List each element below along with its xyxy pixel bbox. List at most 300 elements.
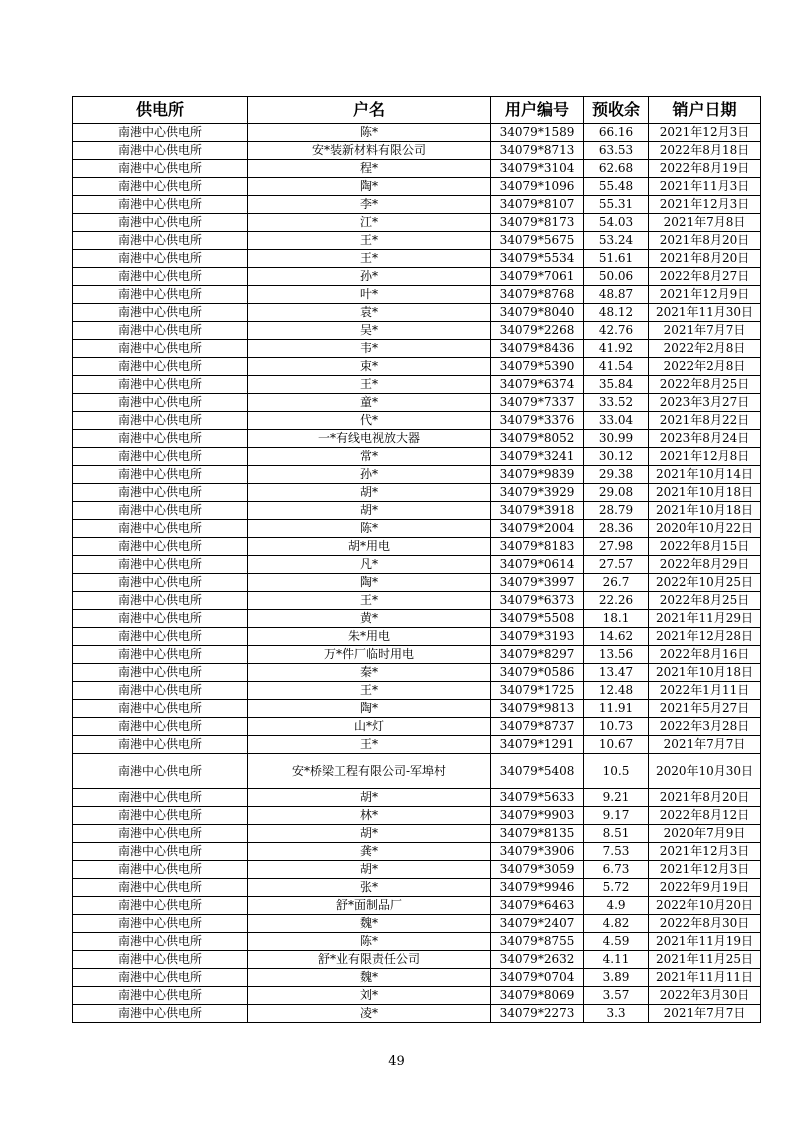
account-name-cell: 秦* — [248, 664, 491, 682]
power-station-cell: 南港中心供电所 — [73, 376, 248, 394]
closure-date-cell: 2021年7月7日 — [649, 1005, 761, 1023]
power-station-cell: 南港中心供电所 — [73, 160, 248, 178]
user-number-cell: 34079*2407 — [491, 915, 584, 933]
account-name-cell: 孙* — [248, 268, 491, 286]
closure-date-cell: 2020年7月9日 — [649, 825, 761, 843]
closure-date-cell: 2021年7月8日 — [649, 214, 761, 232]
prepaid-balance-cell: 41.54 — [584, 358, 649, 376]
table-row — [73, 754, 761, 789]
table-row — [73, 142, 761, 160]
user-number-cell: 34079*1096 — [491, 178, 584, 196]
closure-date-cell: 2022年2月8日 — [649, 358, 761, 376]
table-row — [73, 502, 761, 520]
header-closure-date: 销户日期 — [649, 97, 761, 124]
user-number-cell: 34079*1725 — [491, 682, 584, 700]
prepaid-balance-cell: 7.53 — [584, 843, 649, 861]
power-station-cell: 南港中心供电所 — [73, 394, 248, 412]
account-name-cell: 陈* — [248, 124, 491, 142]
table-row — [73, 358, 761, 376]
closure-date-cell: 2022年8月19日 — [649, 160, 761, 178]
account-name-cell: 凌* — [248, 1005, 491, 1023]
prepaid-balance-cell: 28.36 — [584, 520, 649, 538]
table-row — [73, 322, 761, 340]
prepaid-balance-cell: 48.87 — [584, 286, 649, 304]
power-station-cell: 南港中心供电所 — [73, 933, 248, 951]
prepaid-balance-cell: 3.57 — [584, 987, 649, 1005]
user-number-cell: 34079*9813 — [491, 700, 584, 718]
account-name-cell: 魏* — [248, 969, 491, 987]
prepaid-balance-cell: 26.7 — [584, 574, 649, 592]
closure-date-cell: 2021年10月18日 — [649, 502, 761, 520]
table-row — [73, 700, 761, 718]
account-name-cell: 陶* — [248, 178, 491, 196]
closure-date-cell: 2022年3月30日 — [649, 987, 761, 1005]
user-number-cell: 34079*5675 — [491, 232, 584, 250]
account-name-cell: 胡* — [248, 789, 491, 807]
account-name-cell: 王* — [248, 250, 491, 268]
power-station-cell: 南港中心供电所 — [73, 807, 248, 825]
closure-date-cell: 2020年10月30日 — [649, 754, 761, 789]
account-name-cell: 袁* — [248, 304, 491, 322]
prepaid-balance-cell: 29.08 — [584, 484, 649, 502]
table-row — [73, 933, 761, 951]
user-number-cell: 34079*1589 — [491, 124, 584, 142]
prepaid-balance-cell: 4.59 — [584, 933, 649, 951]
table-row — [73, 484, 761, 502]
power-station-cell: 南港中心供电所 — [73, 124, 248, 142]
power-station-cell: 南港中心供电所 — [73, 610, 248, 628]
user-number-cell: 34079*9946 — [491, 879, 584, 897]
prepaid-balance-cell: 55.48 — [584, 178, 649, 196]
closure-date-cell: 2021年12月8日 — [649, 448, 761, 466]
table-row — [73, 196, 761, 214]
user-number-cell: 34079*9839 — [491, 466, 584, 484]
power-station-cell: 南港中心供电所 — [73, 843, 248, 861]
closure-date-cell: 2021年11月29日 — [649, 610, 761, 628]
table-row — [73, 394, 761, 412]
table-body — [73, 124, 761, 1023]
power-station-cell: 南港中心供电所 — [73, 412, 248, 430]
account-name-cell: 安*桥梁工程有限公司-军埠村 — [248, 754, 491, 789]
user-number-cell: 34079*8737 — [491, 718, 584, 736]
table-row — [73, 736, 761, 754]
account-name-cell: 万*件厂临时用电 — [248, 646, 491, 664]
user-number-cell: 34079*0704 — [491, 969, 584, 987]
power-station-cell: 南港中心供电所 — [73, 825, 248, 843]
power-station-cell: 南港中心供电所 — [73, 538, 248, 556]
closure-date-cell: 2022年1月11日 — [649, 682, 761, 700]
prepaid-balance-cell: 4.82 — [584, 915, 649, 933]
table-row — [73, 861, 761, 879]
account-name-cell: 叶* — [248, 286, 491, 304]
closure-date-cell: 2022年8月15日 — [649, 538, 761, 556]
user-number-cell: 34079*5408 — [491, 754, 584, 789]
account-name-cell: 山*灯 — [248, 718, 491, 736]
power-station-cell: 南港中心供电所 — [73, 250, 248, 268]
prepaid-balance-cell: 13.56 — [584, 646, 649, 664]
closure-date-cell: 2021年11月30日 — [649, 304, 761, 322]
closure-date-cell: 2021年8月20日 — [649, 250, 761, 268]
account-name-cell: 韦* — [248, 340, 491, 358]
prepaid-balance-cell: 33.04 — [584, 412, 649, 430]
table-row — [73, 664, 761, 682]
power-station-cell: 南港中心供电所 — [73, 520, 248, 538]
closure-date-cell: 2022年9月19日 — [649, 879, 761, 897]
closure-date-cell: 2021年12月3日 — [649, 124, 761, 142]
user-number-cell: 34079*5633 — [491, 789, 584, 807]
user-number-cell: 34079*8052 — [491, 430, 584, 448]
table-header-row — [73, 97, 761, 124]
account-name-cell: 安*装新材料有限公司 — [248, 142, 491, 160]
table-row — [73, 915, 761, 933]
account-name-cell: 代* — [248, 412, 491, 430]
prepaid-balance-cell: 27.57 — [584, 556, 649, 574]
closure-date-cell: 2021年11月25日 — [649, 951, 761, 969]
user-number-cell: 34079*3997 — [491, 574, 584, 592]
account-name-cell: 魏* — [248, 915, 491, 933]
prepaid-balance-cell: 4.11 — [584, 951, 649, 969]
table-row — [73, 214, 761, 232]
power-station-cell: 南港中心供电所 — [73, 304, 248, 322]
prepaid-balance-cell: 12.48 — [584, 682, 649, 700]
account-name-cell: 童* — [248, 394, 491, 412]
account-name-cell: 束* — [248, 358, 491, 376]
table-row — [73, 376, 761, 394]
power-station-cell: 南港中心供电所 — [73, 969, 248, 987]
table-row — [73, 430, 761, 448]
user-number-cell: 34079*8436 — [491, 340, 584, 358]
power-station-cell: 南港中心供电所 — [73, 178, 248, 196]
user-number-cell: 34079*8768 — [491, 286, 584, 304]
power-station-cell: 南港中心供电所 — [73, 897, 248, 915]
table-row — [73, 987, 761, 1005]
power-station-cell: 南港中心供电所 — [73, 664, 248, 682]
table-row — [73, 286, 761, 304]
closure-date-cell: 2022年8月25日 — [649, 376, 761, 394]
prepaid-balance-cell: 50.06 — [584, 268, 649, 286]
table-row — [73, 268, 761, 286]
table-row — [73, 897, 761, 915]
closure-date-cell: 2021年12月9日 — [649, 286, 761, 304]
closure-date-cell: 2021年8月20日 — [649, 789, 761, 807]
prepaid-balance-cell: 30.12 — [584, 448, 649, 466]
account-name-cell: 王* — [248, 592, 491, 610]
account-name-cell: 龚* — [248, 843, 491, 861]
account-name-cell: 陶* — [248, 574, 491, 592]
user-number-cell: 34079*6373 — [491, 592, 584, 610]
power-station-cell: 南港中心供电所 — [73, 232, 248, 250]
page-number: 49 — [388, 1054, 405, 1069]
header-prepaid-balance: 预收余 — [584, 97, 649, 124]
prepaid-balance-cell: 10.5 — [584, 754, 649, 789]
prepaid-balance-cell: 66.16 — [584, 124, 649, 142]
prepaid-balance-cell: 55.31 — [584, 196, 649, 214]
account-closure-table — [72, 96, 761, 1023]
prepaid-balance-cell: 6.73 — [584, 861, 649, 879]
closure-date-cell: 2021年10月14日 — [649, 466, 761, 484]
closure-date-cell: 2022年8月12日 — [649, 807, 761, 825]
power-station-cell: 南港中心供电所 — [73, 286, 248, 304]
table-row — [73, 682, 761, 700]
power-station-cell: 南港中心供电所 — [73, 951, 248, 969]
power-station-cell: 南港中心供电所 — [73, 915, 248, 933]
account-name-cell: 舒*业有限责任公司 — [248, 951, 491, 969]
closure-date-cell: 2021年8月20日 — [649, 232, 761, 250]
power-station-cell: 南港中心供电所 — [73, 646, 248, 664]
account-name-cell: 胡*用电 — [248, 538, 491, 556]
table-row — [73, 807, 761, 825]
prepaid-balance-cell: 41.92 — [584, 340, 649, 358]
power-station-cell: 南港中心供电所 — [73, 268, 248, 286]
prepaid-balance-cell: 29.38 — [584, 466, 649, 484]
user-number-cell: 34079*3918 — [491, 502, 584, 520]
account-name-cell: 胡* — [248, 484, 491, 502]
power-station-cell: 南港中心供电所 — [73, 322, 248, 340]
closure-date-cell: 2022年10月20日 — [649, 897, 761, 915]
table-row — [73, 825, 761, 843]
closure-date-cell: 2021年12月3日 — [649, 861, 761, 879]
table-row — [73, 304, 761, 322]
account-name-cell: 王* — [248, 736, 491, 754]
table-row — [73, 124, 761, 142]
closure-date-cell: 2023年3月27日 — [649, 394, 761, 412]
user-number-cell: 34079*8297 — [491, 646, 584, 664]
power-station-cell: 南港中心供电所 — [73, 196, 248, 214]
user-number-cell: 34079*8107 — [491, 196, 584, 214]
user-number-cell: 34079*2632 — [491, 951, 584, 969]
closure-date-cell: 2021年12月3日 — [649, 196, 761, 214]
prepaid-balance-cell: 27.98 — [584, 538, 649, 556]
closure-date-cell: 2021年7月7日 — [649, 736, 761, 754]
header-account-name: 户名 — [248, 97, 491, 124]
table-row — [73, 843, 761, 861]
user-number-cell: 34079*5534 — [491, 250, 584, 268]
user-number-cell: 34079*7337 — [491, 394, 584, 412]
closure-date-cell: 2021年11月11日 — [649, 969, 761, 987]
closure-date-cell: 2021年12月28日 — [649, 628, 761, 646]
prepaid-balance-cell: 8.51 — [584, 825, 649, 843]
table-row — [73, 646, 761, 664]
table-row — [73, 250, 761, 268]
account-name-cell: 朱*用电 — [248, 628, 491, 646]
power-station-cell: 南港中心供电所 — [73, 556, 248, 574]
power-station-cell: 南港中心供电所 — [73, 861, 248, 879]
closure-date-cell: 2022年8月25日 — [649, 592, 761, 610]
closure-date-cell: 2022年8月30日 — [649, 915, 761, 933]
table-row — [73, 232, 761, 250]
power-station-cell: 南港中心供电所 — [73, 142, 248, 160]
account-name-cell: 刘* — [248, 987, 491, 1005]
closure-date-cell: 2021年12月3日 — [649, 843, 761, 861]
power-station-cell: 南港中心供电所 — [73, 700, 248, 718]
power-station-cell: 南港中心供电所 — [73, 466, 248, 484]
account-name-cell: 凡* — [248, 556, 491, 574]
user-number-cell: 34079*3929 — [491, 484, 584, 502]
prepaid-balance-cell: 42.76 — [584, 322, 649, 340]
user-number-cell: 34079*8135 — [491, 825, 584, 843]
user-number-cell: 34079*5390 — [491, 358, 584, 376]
closure-date-cell: 2022年10月25日 — [649, 574, 761, 592]
power-station-cell: 南港中心供电所 — [73, 987, 248, 1005]
prepaid-balance-cell: 9.21 — [584, 789, 649, 807]
user-number-cell: 34079*3104 — [491, 160, 584, 178]
prepaid-balance-cell: 3.3 — [584, 1005, 649, 1023]
power-station-cell: 南港中心供电所 — [73, 682, 248, 700]
closure-date-cell: 2022年8月27日 — [649, 268, 761, 286]
account-name-cell: 常* — [248, 448, 491, 466]
user-number-cell: 34079*9903 — [491, 807, 584, 825]
user-number-cell: 34079*1291 — [491, 736, 584, 754]
user-number-cell: 34079*7061 — [491, 268, 584, 286]
account-name-cell: 舒*面制品厂 — [248, 897, 491, 915]
table-row — [73, 178, 761, 196]
power-station-cell: 南港中心供电所 — [73, 628, 248, 646]
user-number-cell: 34079*8173 — [491, 214, 584, 232]
prepaid-balance-cell: 48.12 — [584, 304, 649, 322]
table-row — [73, 879, 761, 897]
table-row — [73, 574, 761, 592]
user-number-cell: 34079*8755 — [491, 933, 584, 951]
prepaid-balance-cell: 28.79 — [584, 502, 649, 520]
table-row — [73, 412, 761, 430]
table-row — [73, 538, 761, 556]
table-row — [73, 969, 761, 987]
account-name-cell: 吴* — [248, 322, 491, 340]
account-name-cell: 李* — [248, 196, 491, 214]
header-power-station: 供电所 — [73, 97, 248, 124]
table-row — [73, 466, 761, 484]
prepaid-balance-cell: 14.62 — [584, 628, 649, 646]
prepaid-balance-cell: 10.73 — [584, 718, 649, 736]
table-row — [73, 951, 761, 969]
closure-date-cell: 2021年10月18日 — [649, 664, 761, 682]
closure-date-cell: 2022年8月16日 — [649, 646, 761, 664]
account-name-cell: 王* — [248, 376, 491, 394]
power-station-cell: 南港中心供电所 — [73, 592, 248, 610]
account-name-cell: 江* — [248, 214, 491, 232]
power-station-cell: 南港中心供电所 — [73, 502, 248, 520]
header-user-number: 用户编号 — [491, 97, 584, 124]
closure-date-cell: 2021年10月18日 — [649, 484, 761, 502]
user-number-cell: 34079*8069 — [491, 987, 584, 1005]
table-row — [73, 160, 761, 178]
user-number-cell: 34079*2004 — [491, 520, 584, 538]
power-station-cell: 南港中心供电所 — [73, 340, 248, 358]
user-number-cell: 34079*8040 — [491, 304, 584, 322]
power-station-cell: 南港中心供电所 — [73, 574, 248, 592]
prepaid-balance-cell: 4.9 — [584, 897, 649, 915]
closure-date-cell: 2022年2月8日 — [649, 340, 761, 358]
account-name-cell: 王* — [248, 682, 491, 700]
account-name-cell: 陈* — [248, 520, 491, 538]
account-name-cell: 胡* — [248, 825, 491, 843]
account-name-cell: 一*有线电视放大器 — [248, 430, 491, 448]
user-number-cell: 34079*3059 — [491, 861, 584, 879]
closure-date-cell: 2021年5月27日 — [649, 700, 761, 718]
closure-date-cell: 2022年8月18日 — [649, 142, 761, 160]
user-number-cell: 34079*5508 — [491, 610, 584, 628]
table-row — [73, 340, 761, 358]
account-name-cell: 林* — [248, 807, 491, 825]
user-number-cell: 34079*6374 — [491, 376, 584, 394]
account-name-cell: 张* — [248, 879, 491, 897]
table-row — [73, 448, 761, 466]
prepaid-balance-cell: 10.67 — [584, 736, 649, 754]
table-row — [73, 610, 761, 628]
table-row — [73, 1005, 761, 1023]
prepaid-balance-cell: 11.91 — [584, 700, 649, 718]
power-station-cell: 南港中心供电所 — [73, 1005, 248, 1023]
prepaid-balance-cell: 33.52 — [584, 394, 649, 412]
power-station-cell: 南港中心供电所 — [73, 736, 248, 754]
closure-date-cell: 2022年3月28日 — [649, 718, 761, 736]
prepaid-balance-cell: 62.68 — [584, 160, 649, 178]
user-number-cell: 34079*8713 — [491, 142, 584, 160]
closure-date-cell: 2020年10月22日 — [649, 520, 761, 538]
power-station-cell: 南港中心供电所 — [73, 484, 248, 502]
prepaid-balance-cell: 5.72 — [584, 879, 649, 897]
account-name-cell: 胡* — [248, 861, 491, 879]
user-number-cell: 34079*8183 — [491, 538, 584, 556]
prepaid-balance-cell: 35.84 — [584, 376, 649, 394]
power-station-cell: 南港中心供电所 — [73, 448, 248, 466]
power-station-cell: 南港中心供电所 — [73, 789, 248, 807]
prepaid-balance-cell: 30.99 — [584, 430, 649, 448]
closure-date-cell: 2021年11月19日 — [649, 933, 761, 951]
prepaid-balance-cell: 51.61 — [584, 250, 649, 268]
user-number-cell: 34079*3241 — [491, 448, 584, 466]
user-number-cell: 34079*6463 — [491, 897, 584, 915]
prepaid-balance-cell: 53.24 — [584, 232, 649, 250]
table-row — [73, 628, 761, 646]
power-station-cell: 南港中心供电所 — [73, 430, 248, 448]
closure-date-cell: 2021年8月22日 — [649, 412, 761, 430]
account-name-cell: 黄* — [248, 610, 491, 628]
power-station-cell: 南港中心供电所 — [73, 358, 248, 376]
closure-date-cell: 2022年8月29日 — [649, 556, 761, 574]
user-number-cell: 34079*3906 — [491, 843, 584, 861]
account-name-cell: 陶* — [248, 700, 491, 718]
account-name-cell: 陈* — [248, 933, 491, 951]
table-row — [73, 592, 761, 610]
user-number-cell: 34079*2268 — [491, 322, 584, 340]
user-number-cell: 34079*0614 — [491, 556, 584, 574]
closure-date-cell: 2023年8月24日 — [649, 430, 761, 448]
prepaid-balance-cell: 22.26 — [584, 592, 649, 610]
account-name-cell: 孙* — [248, 466, 491, 484]
closure-date-cell: 2021年7月7日 — [649, 322, 761, 340]
power-station-cell: 南港中心供电所 — [73, 879, 248, 897]
account-name-cell: 程* — [248, 160, 491, 178]
user-number-cell: 34079*0586 — [491, 664, 584, 682]
prepaid-balance-cell: 18.1 — [584, 610, 649, 628]
account-name-cell: 胡* — [248, 502, 491, 520]
prepaid-balance-cell: 54.03 — [584, 214, 649, 232]
power-station-cell: 南港中心供电所 — [73, 214, 248, 232]
user-number-cell: 34079*3376 — [491, 412, 584, 430]
prepaid-balance-cell: 13.47 — [584, 664, 649, 682]
prepaid-balance-cell: 9.17 — [584, 807, 649, 825]
table-row — [73, 718, 761, 736]
account-name-cell: 王* — [248, 232, 491, 250]
user-number-cell: 34079*2273 — [491, 1005, 584, 1023]
table-row — [73, 789, 761, 807]
power-station-cell: 南港中心供电所 — [73, 754, 248, 789]
closure-date-cell: 2021年11月3日 — [649, 178, 761, 196]
table-row — [73, 556, 761, 574]
power-station-cell: 南港中心供电所 — [73, 718, 248, 736]
prepaid-balance-cell: 3.89 — [584, 969, 649, 987]
